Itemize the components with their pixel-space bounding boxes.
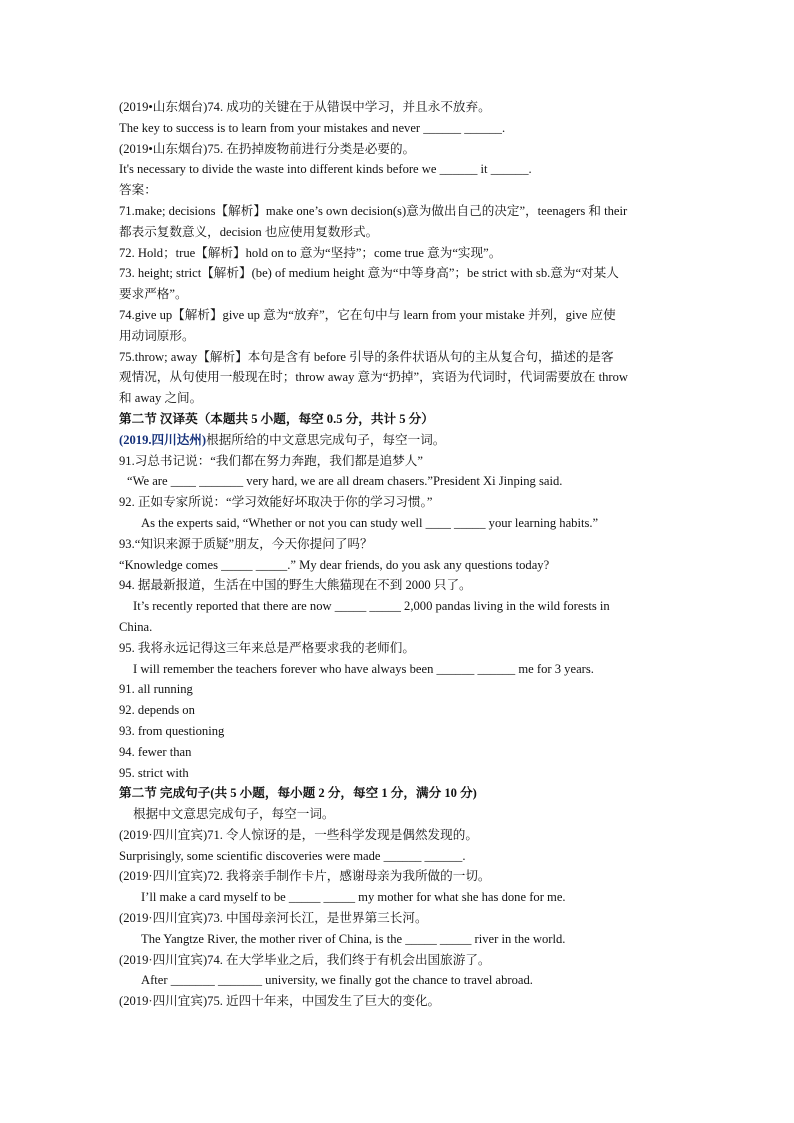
question-94-chinese: 94. 据最新报道，生活在中国的野生大熊猫现在不到 2000 只了。 xyxy=(119,578,472,593)
yibin-74-english: After _______ _______ university, we finally got the chance to travel abroad. xyxy=(141,973,533,988)
answer-71-line-2: 都表示复数意义，decision 也应使用复数形式。 xyxy=(119,224,379,239)
question-74-english: The key to success is to learn from your mistakes and never ______ ______. xyxy=(119,120,506,135)
answer-91: 91. all running xyxy=(119,682,193,697)
yibin-72-english: I’ll make a card myself to be _____ _____ my mother for what she has done for me. xyxy=(141,890,566,905)
yibin-73-chinese: (2019·四川宜宾)73. 中国母亲河长江，是世界第三长河。 xyxy=(119,911,428,926)
answer-72: 72. Hold；true【解析】hold on to 意为“坚持”；come true 意为“实现”。 xyxy=(119,245,502,260)
answer-75-line-2: 观情况，从句使用一般现在时；throw away 意为“扔掉”，宾语为代词时，代词需要放在 throw xyxy=(119,370,628,385)
answer-74-line-1: 74.give up【解析】give up 意为“放弃”，它在句中与 learn from your mistake 并列，give 应使 xyxy=(119,307,616,322)
question-94-english-line-2: China. xyxy=(119,619,153,634)
question-75-english: It's necessary to divide the waste into different kinds before we ______ it ______. xyxy=(119,162,532,177)
answer-74-line-2: 用动词原形。 xyxy=(119,328,195,343)
answers-heading: 答案： xyxy=(119,183,157,198)
answer-93: 93. from questioning xyxy=(119,723,225,738)
yibin-71-english: Surprisingly, some scientific discoveries were made ______ ______. xyxy=(119,848,466,863)
question-95-chinese: 95. 我将永远记得这三年来总是严格要求我的老师们。 xyxy=(119,640,415,655)
answer-95: 95. strict with xyxy=(119,765,189,780)
question-75-chinese: (2019•山东烟台)75. 在扔掉废物前进行分类是必要的。 xyxy=(119,141,416,156)
answer-92: 92. depends on xyxy=(119,703,195,718)
question-74-chinese: (2019•山东烟台)74. 成功的关键在于从错误中学习，并且永不放弃。 xyxy=(119,100,491,114)
section-heading-sentences: 第二节 完成句子(共 5 小题，每小题 2 分，每空 1 分，满分 10 分) xyxy=(119,786,477,801)
question-93-chinese: 93.“知识来源于质疑”朋友，今天你提问了吗？ xyxy=(119,536,373,551)
question-92-chinese: 92. 正如专家所说：“学习效能好坏取决于你的学习习惯。” xyxy=(119,495,433,510)
question-92-english: As the experts said, “Whether or not you can study well ____ _____ your learning habits.” xyxy=(141,515,599,530)
dazhou-instruction: (2019.四川达州)根据所给的中文意思完成句子，每空一词。 xyxy=(119,432,446,447)
question-93-english: “Knowledge comes _____ _____.” My dear friends, do you ask any questions today? xyxy=(119,557,550,572)
question-91-english: “We are ____ _______ very hard, we are all dream chasers.”President Xi Jinping said. xyxy=(127,474,563,489)
answer-71-line-1: 71.make; decisions【解析】make one’s own decision(s)意为做出自己的决定”，teenagers 和 their xyxy=(119,203,628,218)
source-tag: (2019.四川达州) xyxy=(119,432,207,447)
answer-73-line-2: 要求严格”。 xyxy=(119,287,188,302)
document-page xyxy=(119,97,679,1012)
answer-73-line-1: 73. height; strict【解析】(be) of medium height 意为“中等身高”；be strict with sb.意为“对某人 xyxy=(119,266,619,281)
answer-75-line-1: 75.throw; away【解析】本句是含有 before 引导的条件状语从句的主从复合句，描述的是客 xyxy=(119,349,614,364)
sentences-instruction: 根据中文意思完成句子，每空一词。 xyxy=(133,807,335,822)
yibin-73-english: The Yangtze River, the mother river of China, is the _____ _____ river in the world. xyxy=(141,931,566,946)
question-94-english-line-1: It’s recently reported that there are now _____ _____ 2,000 pandas living in the wild forests in xyxy=(133,599,610,614)
question-91-chinese: 91.习总书记说：“我们都在努力奔跑，我们都是追梦人” xyxy=(119,453,423,468)
answer-75-line-3: 和 away 之间。 xyxy=(119,391,203,406)
section-heading-translation: 第二节 汉译英（本题共 5 小题，每空 0.5 分，共计 5 分） xyxy=(119,411,434,426)
yibin-72-chinese: (2019·四川宜宾)72. 我将亲手制作卡片，感谢母亲为我所做的一切。 xyxy=(119,869,491,884)
yibin-75-chinese: (2019·四川宜宾)75. 近四十年来，中国发生了巨大的变化。 xyxy=(119,994,441,1009)
question-95-english: I will remember the teachers forever who have always been ______ ______ me for 3 years. xyxy=(133,661,594,676)
answer-94: 94. fewer than xyxy=(119,744,192,759)
yibin-71-chinese: (2019·四川宜宾)71. 令人惊讶的是，一些科学发现是偶然发现的。 xyxy=(119,827,478,842)
yibin-74-chinese: (2019·四川宜宾)74. 在大学毕业之后，我们终于有机会出国旅游了。 xyxy=(119,952,491,967)
